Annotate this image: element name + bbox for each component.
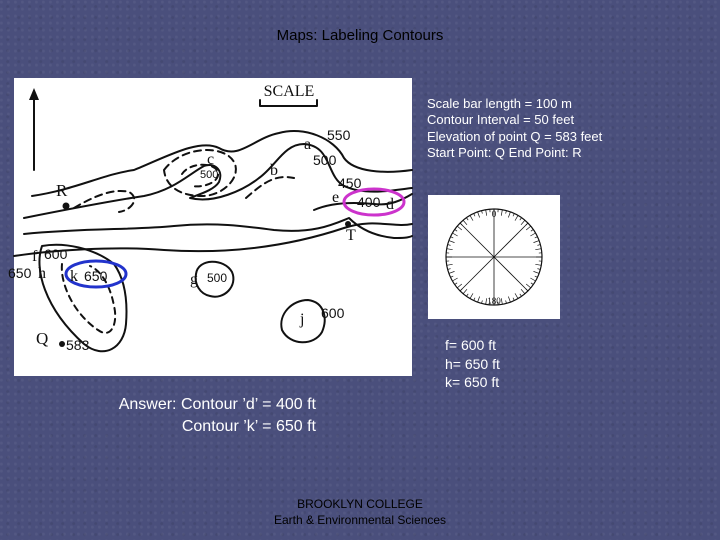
compass-tick bbox=[521, 289, 525, 294]
compass-tick bbox=[513, 298, 514, 301]
label-a: a bbox=[304, 136, 312, 153]
compass-tick bbox=[455, 229, 457, 231]
compass-tick bbox=[508, 212, 510, 218]
compass-tick bbox=[501, 298, 502, 304]
contour-map-svg bbox=[8, 78, 412, 376]
compass-tick bbox=[533, 241, 539, 243]
compass-tick bbox=[526, 223, 528, 225]
compass-tick bbox=[520, 218, 522, 220]
compass-tick bbox=[455, 283, 457, 285]
compass-tick bbox=[474, 213, 475, 216]
compass-tick bbox=[526, 226, 531, 230]
compass-tick bbox=[535, 249, 541, 250]
label-e: e bbox=[332, 189, 340, 206]
label-k: k bbox=[70, 268, 78, 285]
compass-tick bbox=[449, 241, 455, 243]
label-b: b bbox=[270, 162, 278, 179]
compass-tick bbox=[508, 296, 510, 302]
answer-line-2: Contour ’k’ = 650 ft bbox=[181, 417, 316, 435]
compass-tick bbox=[452, 278, 457, 281]
north-arrow-head bbox=[29, 88, 39, 100]
contour-500-c: 500 bbox=[200, 169, 219, 181]
elevation-h: h= 650 ft bbox=[445, 355, 500, 372]
compass-tick bbox=[460, 289, 462, 291]
compass-tick bbox=[463, 289, 467, 294]
compass-tick bbox=[530, 278, 535, 281]
compass-tick bbox=[535, 264, 541, 265]
point-R-marker bbox=[63, 203, 70, 210]
compass-tick bbox=[513, 213, 514, 216]
compass-0-label: 0 bbox=[491, 209, 497, 219]
contour-550: 550 bbox=[327, 127, 351, 143]
compass-tick bbox=[526, 284, 531, 288]
footer bbox=[0, 496, 720, 528]
compass-tick bbox=[450, 276, 453, 277]
answer-block bbox=[88, 394, 316, 437]
problem-info bbox=[427, 96, 602, 161]
elevation-f: f= 600 ft bbox=[445, 337, 496, 353]
info-start-end: Start Point: Q End Point: R bbox=[427, 144, 582, 160]
compass-tick bbox=[478, 296, 480, 302]
compass-tick bbox=[463, 220, 467, 225]
compass-tick bbox=[449, 271, 455, 273]
slide-title: Maps: Labeling Contours bbox=[276, 27, 444, 44]
contour-583: 583 bbox=[66, 337, 90, 353]
contour-dashed-west bbox=[74, 191, 134, 212]
compass-tick bbox=[535, 276, 538, 277]
contour-650-h: 650 bbox=[8, 265, 32, 281]
contour-500-top: 500 bbox=[313, 152, 337, 168]
compass-tick bbox=[515, 293, 518, 298]
compass-tick bbox=[447, 249, 453, 250]
label-R: R bbox=[56, 181, 68, 200]
contour-400: 400 bbox=[357, 194, 381, 210]
label-d: d bbox=[386, 196, 394, 213]
elevation-k: k= 650 ft bbox=[445, 374, 500, 390]
label-c: c bbox=[207, 151, 215, 168]
label-Q: Q bbox=[36, 329, 49, 348]
compass-tick bbox=[533, 271, 539, 273]
answer-line-1: Answer: Contour ’d’ = 400 ft bbox=[118, 396, 316, 413]
scale-label: SCALE bbox=[263, 83, 315, 100]
compass-tick bbox=[457, 284, 462, 288]
label-f: f bbox=[32, 248, 38, 265]
compass-tick bbox=[457, 226, 462, 230]
compass-tick bbox=[530, 233, 535, 236]
point-Q-marker bbox=[59, 341, 65, 347]
label-h: h bbox=[38, 265, 46, 282]
compass-tick bbox=[466, 294, 468, 296]
compass-tick bbox=[486, 210, 487, 216]
label-j: j bbox=[300, 311, 305, 328]
topographic-map bbox=[8, 78, 412, 376]
contour-650-k: 650 bbox=[84, 268, 108, 284]
contour-600-j: 600 bbox=[321, 305, 345, 321]
compass-tick bbox=[531, 229, 533, 231]
compass-tick bbox=[460, 223, 462, 225]
scale-bar bbox=[260, 100, 317, 106]
contour-dashed-east bbox=[246, 177, 294, 198]
contour-450: 450 bbox=[338, 175, 362, 191]
compass-tick bbox=[521, 220, 525, 225]
compass-tick bbox=[515, 215, 518, 220]
protractor-compass bbox=[428, 195, 560, 319]
elevation-answers bbox=[445, 336, 500, 392]
compass-180-label: 180 bbox=[487, 296, 501, 306]
contour-600-f: 600 bbox=[44, 246, 68, 262]
compass-svg bbox=[428, 195, 560, 319]
compass-tick bbox=[466, 218, 468, 220]
info-contour-interval: Contour Interval = 50 feet bbox=[427, 112, 575, 128]
compass-tick bbox=[501, 210, 502, 216]
compass-tick bbox=[535, 237, 538, 238]
compass-tick bbox=[531, 283, 533, 285]
compass-tick bbox=[452, 233, 457, 236]
contour-500-g: 500 bbox=[207, 271, 228, 285]
compass-tick bbox=[470, 293, 473, 298]
info-scale-bar: Scale bar length = 100 m bbox=[427, 96, 572, 111]
footer-department: Earth & Environmental Sciences bbox=[273, 513, 447, 527]
compass-tick bbox=[526, 289, 528, 291]
label-g: g bbox=[190, 271, 198, 288]
compass-tick bbox=[520, 294, 522, 296]
compass-tick bbox=[470, 215, 473, 220]
info-elevation-q: Elevation of point Q = 583 feet bbox=[427, 128, 603, 144]
label-T: T bbox=[346, 227, 356, 244]
compass-tick bbox=[450, 237, 453, 238]
compass-tick bbox=[447, 264, 453, 265]
compass-tick bbox=[478, 212, 480, 218]
footer-institution: BROOKLYN COLLEGE bbox=[297, 497, 423, 511]
compass-tick bbox=[474, 298, 475, 301]
